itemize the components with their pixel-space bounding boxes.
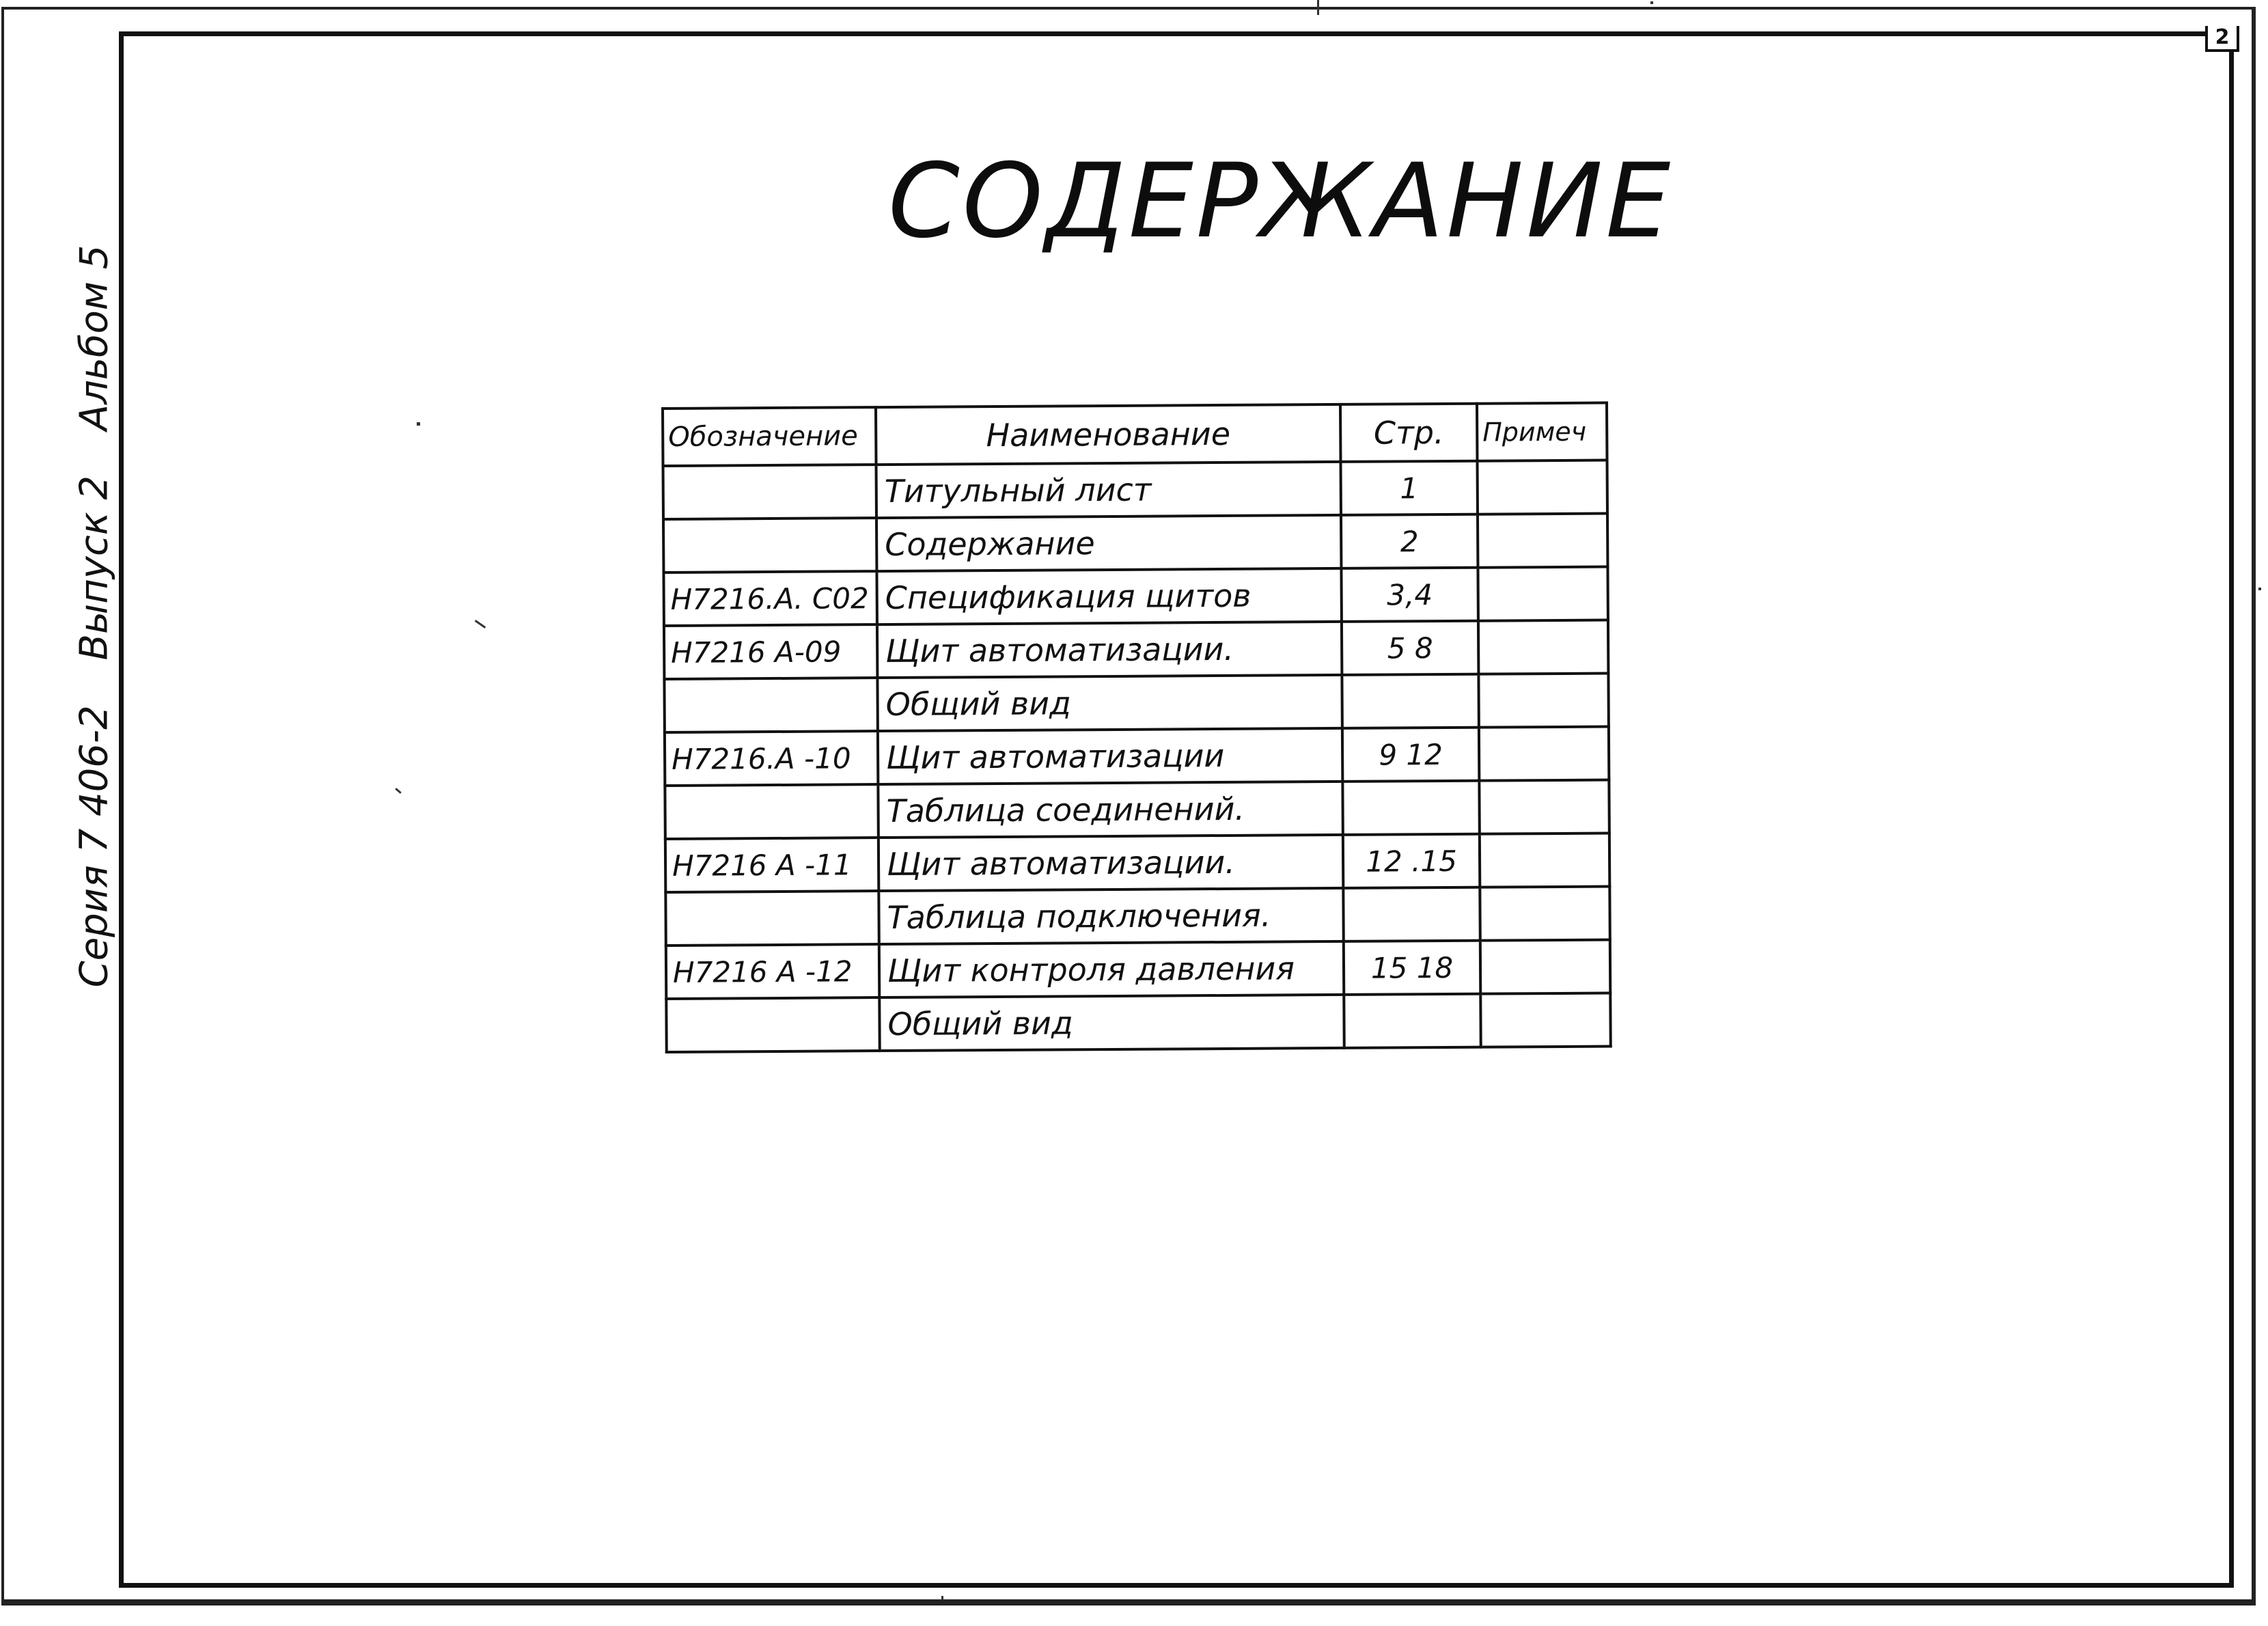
row-name: Титульный лист [876,462,1341,518]
row-page: 1 [1341,461,1478,515]
scan-speck [1650,1,1653,4]
table-row [666,993,1610,1052]
table-row [665,780,1609,839]
row-name: Щит контроля давления [879,941,1344,997]
issue-label: Выпуск 2 [72,476,117,661]
row-code [665,891,879,946]
table-row [663,514,1607,573]
row-page: 5 8 [1342,621,1478,675]
scan-speck [941,1596,943,1600]
row-note [1478,514,1607,568]
table-row [664,674,1608,732]
row-code: Н7216 А -11 [665,838,879,892]
header-page: Стр. [1340,404,1478,462]
header-code: Обозначение [663,407,876,466]
table-row [664,620,1608,679]
side-stamp [72,212,117,988]
album-label: Альбом 5 [72,245,117,431]
row-code [663,518,877,573]
page-number: 2 [2205,26,2239,52]
row-note [1478,567,1607,621]
row-page: 2 [1341,514,1478,568]
row-note [1480,993,1610,1047]
row-page: 15 18 [1344,941,1480,995]
row-note [1480,940,1610,994]
row-code [666,997,880,1052]
row-code: Н7216 А-09 [664,624,878,679]
header-name: Наименование [876,404,1341,465]
row-name: Щит автоматизации [878,728,1342,784]
row-code: Н7216 А -12 [666,944,880,999]
row-note [1480,833,1609,887]
row-note [1478,620,1608,674]
header-note: Примеч [1477,403,1607,461]
row-code [664,678,878,732]
table-row [665,727,1609,786]
row-name: Таблица подключения. [879,888,1343,944]
row-name: Щит автоматизации. [877,622,1342,678]
row-page [1342,674,1478,728]
table-row [666,940,1610,999]
row-note [1480,887,1609,941]
scan-speck [2258,588,2261,590]
table-header-row [663,403,1607,466]
row-name: Спецификация щитов [877,568,1342,624]
scan-speck [417,422,420,426]
row-name: Содержание [876,515,1341,571]
row-code [663,465,877,519]
row-name: Общий вид [879,995,1344,1051]
row-code: Н7216.А -10 [665,731,879,786]
row-page [1342,781,1479,835]
row-note [1479,727,1609,781]
page-title: СОДЕРЖАНИЕ [888,142,1674,261]
table-row [663,460,1607,519]
row-note [1478,674,1608,728]
row-name: Общий вид [877,675,1342,731]
row-name: Щит автоматизации. [879,835,1343,891]
row-code [665,784,879,839]
row-code: Н7216.А. С02 [663,571,877,626]
row-page [1343,887,1480,941]
scan-speck [1317,0,1319,15]
row-note [1478,460,1607,514]
contents-table [661,402,1612,1053]
series-label: Серия 7 406-2 [72,705,117,988]
table-row [665,887,1609,946]
row-page: 3,4 [1341,568,1478,622]
row-page: 12 .15 [1343,834,1480,888]
table-row [663,567,1607,626]
row-name: Таблица соединений. [878,782,1342,838]
row-note [1479,780,1609,834]
row-page: 9 12 [1342,728,1479,782]
row-page [1344,994,1480,1048]
table-row [665,833,1609,892]
